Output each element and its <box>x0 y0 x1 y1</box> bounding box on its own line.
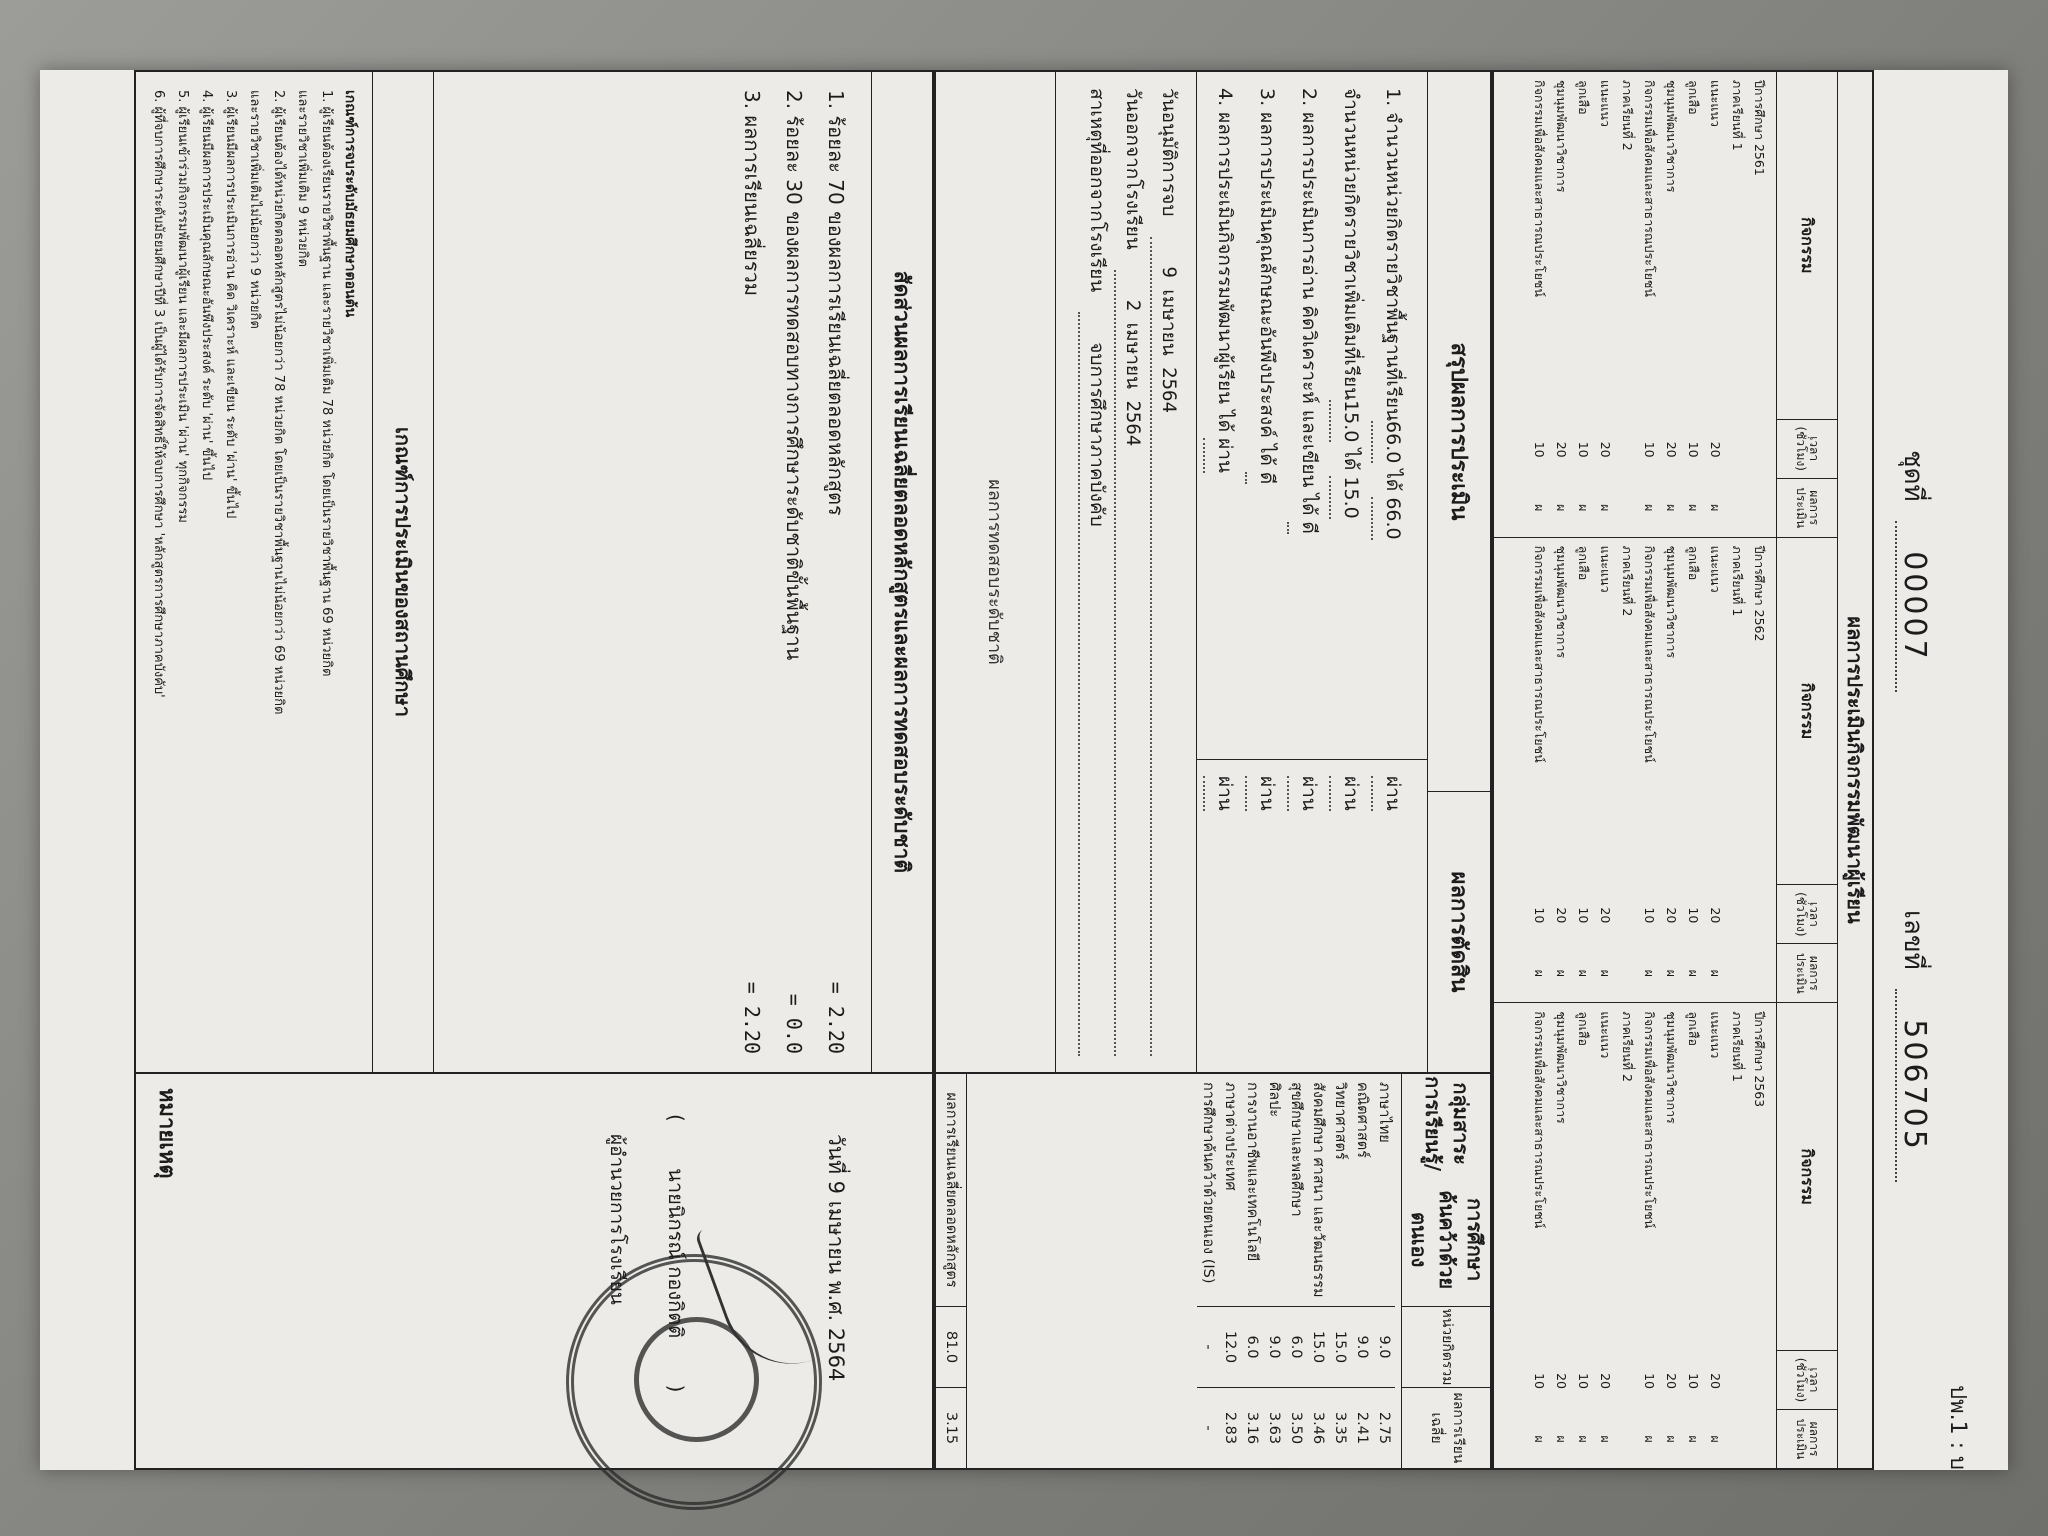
activity-name: กิจกรรมเพื่อสังคมและสาธารณประโยชน์ <box>1642 80 1657 297</box>
form-code: ปพ.1 : บ <box>1945 1385 1970 1470</box>
activity-name: ปีการศึกษา 2562 <box>1752 545 1767 642</box>
activity-result: ผ <box>1642 504 1657 512</box>
activity-row <box>1550 72 1572 537</box>
summary-criteria <box>1197 72 1427 760</box>
activity-row <box>1704 538 1726 1003</box>
serial-value: 506705 <box>1895 989 1932 1182</box>
group-row <box>1329 1074 1351 1468</box>
group-row <box>1241 1074 1263 1468</box>
group-name: วิทยาศาสตร์ <box>1329 1074 1351 1307</box>
activity-time: 10 <box>1642 441 1657 458</box>
activity-result <box>1748 479 1770 537</box>
summary-item-got: ดี <box>1287 522 1329 534</box>
activity-table-body <box>1492 72 1837 1468</box>
result-header: ผลการประเมิน <box>1794 487 1821 529</box>
activity-result: ผ <box>1642 1435 1657 1443</box>
group-units: 6.0 <box>1285 1307 1307 1388</box>
school-criteria-notes <box>136 72 372 1072</box>
activity-result: ผ <box>1598 504 1613 512</box>
activity-row <box>1748 538 1770 1003</box>
activity-time: 10 <box>1532 907 1547 924</box>
reason-label: สาเหตุที่ออกจากโรงเรียน <box>1086 88 1108 293</box>
middle-section <box>934 70 1494 1470</box>
activity-name: ลูกเสือ <box>1686 545 1701 581</box>
activity-name: กิจกรรมเพื่อสังคมและสาธารณประโยชน์ <box>1532 1011 1547 1229</box>
criteria-text: 2. ร้อยละ 30 ของผลการทดสอบทางการศึกษาระดับชาติขั้นพื้นฐาน <box>782 90 806 661</box>
activity-time: 20 <box>1664 1373 1679 1389</box>
signature-panel <box>134 1072 934 1470</box>
activity-result <box>1726 944 1748 1002</box>
summary-item-got-label: ได้ <box>1298 487 1320 522</box>
activity-row <box>1616 538 1638 1003</box>
activity-row <box>1594 1003 1616 1468</box>
groups-title <box>1402 1074 1492 1307</box>
activity-row <box>1528 1003 1550 1468</box>
summary-item-value: 66.0 <box>1371 421 1413 463</box>
activity-row <box>1572 1003 1594 1468</box>
activity-row <box>1550 538 1572 1003</box>
activity-name: ลูกเสือ <box>1576 1011 1591 1046</box>
rotated-document <box>54 30 1994 1510</box>
activity-name: ภาคเรียนที่ 1 <box>1730 1011 1745 1082</box>
criteria-note: 5. ผู้เรียนเข้าร่วมกิจกรรมพัฒนาผู้เรียน และมีผลการประเมิน 'ผ่าน' ทุกกิจกรรม <box>175 90 190 523</box>
time-header: เวลา (ชั่วโมง) <box>1777 420 1837 479</box>
group-units: 9.0 <box>1373 1307 1395 1388</box>
activity-result <box>1748 944 1770 1002</box>
activity-name: กิจกรรมเพื่อสังคมและสาธารณประโยชน์ <box>1532 80 1547 297</box>
activity-time: 10 <box>1642 907 1657 924</box>
activity-result: ผ <box>1686 1435 1701 1443</box>
summary-item <box>1245 88 1287 743</box>
activity-year-column <box>1492 538 1837 1004</box>
activity-time: 10 <box>1576 1373 1591 1389</box>
activity-name: แนะแนว <box>1598 545 1613 593</box>
group-gpa: 2.75 <box>1376 1411 1392 1445</box>
activity-column-header <box>1776 72 1837 537</box>
criteria-line <box>773 90 815 1054</box>
set-number <box>1893 450 1934 692</box>
dates-block <box>1055 72 1196 1072</box>
group-gpa: 3.35 <box>1332 1411 1348 1445</box>
summary-item-got-label: ได้ <box>1256 437 1278 472</box>
summary-item-decision <box>1287 776 1329 1056</box>
activity-name: ภาคเรียนที่ 2 <box>1620 80 1635 151</box>
group-name: สังคมศึกษา ศาสนา และวัฒนธรรม <box>1307 1074 1329 1307</box>
activity-time: 10 <box>1532 1373 1547 1389</box>
group-gpa: 3.50 <box>1288 1411 1304 1445</box>
group-gpa: 3.63 <box>1266 1411 1282 1445</box>
summary-item-decision <box>1371 776 1413 1056</box>
activity-row <box>1616 1003 1638 1468</box>
result-header: ผลการประเมิน <box>1794 952 1821 994</box>
leave-date: 2 เมษายน 2564 <box>1114 270 1150 1056</box>
activity-rows <box>1492 72 1776 537</box>
activity-time: 10 <box>1532 441 1547 458</box>
group-row <box>1219 1074 1241 1468</box>
activity-time: 10 <box>1686 441 1701 458</box>
leave-label: วันออกจากโรงเรียน <box>1122 88 1144 250</box>
approval-date: 9 เมษายน 2564 <box>1150 237 1186 1057</box>
summary-item-decision <box>1203 776 1245 1056</box>
subject-groups-table <box>934 1072 1494 1470</box>
criteria-note: 3. ผู้เรียนมีผลการประเมินการอ่าน คิด วิเคราะห์ และเขียน ระดับ 'ผ่าน' ขึ้นไป <box>223 90 238 519</box>
activity-result: ผ <box>1532 969 1547 977</box>
activity-result: ผ <box>1664 969 1679 977</box>
summary-item-text: 1. จำนวนหน่วยกิตรายวิชาพื้นฐานที่เรียน <box>1382 88 1404 422</box>
activity-name: ภาคเรียนที่ 2 <box>1620 1011 1635 1082</box>
activity-time: 10 <box>1686 1373 1701 1389</box>
activity-time: 10 <box>1686 907 1701 924</box>
groups-title-line2: การศึกษาค้นคว้าด้วยตนเอง <box>1407 1190 1487 1290</box>
activity-name: ลูกเสือ <box>1686 80 1701 115</box>
activity-time <box>1726 421 1748 479</box>
summary-item-text: จำนวนหน่วยกิตรายวิชาเพิ่มเติมที่เรียน <box>1340 88 1362 401</box>
total-gpa: 3.15 <box>943 1411 959 1445</box>
signature-name-line <box>660 1114 692 1392</box>
decision-value: ผ่าน <box>1329 776 1371 811</box>
activity-row <box>1572 538 1594 1003</box>
group-name: การงานอาชีพและเทคโนโลยี <box>1241 1074 1263 1307</box>
activity-name: ภาคเรียนที่ 2 <box>1620 545 1635 617</box>
decision-title: ผลการตัดสิน <box>1446 871 1472 993</box>
serial-label: เลขที่ <box>1898 910 1928 970</box>
activity-time: 20 <box>1664 441 1679 458</box>
group-name: การศึกษาค้นคว้าด้วยตนเอง (IS) <box>1197 1074 1219 1307</box>
summary-item-got-label: ได้ <box>1214 404 1236 439</box>
group-units: 9.0 <box>1263 1307 1285 1388</box>
activity-row <box>1704 1003 1726 1468</box>
activity-row <box>1550 1003 1572 1468</box>
activity-time <box>1616 421 1638 479</box>
criteria-note: 4. ผู้เรียนมีผลการประเมินคุณลักษณะอันพึงประสงค์ ระดับ 'ผ่าน' ขึ้นไป <box>199 90 214 481</box>
activity-row <box>1704 72 1726 537</box>
activity-time: 20 <box>1708 907 1723 924</box>
document-sheet <box>40 70 2008 1470</box>
criteria-note: และรายวิชาเพิ่มเติม 9 หน่วยกิต <box>295 90 310 267</box>
groups-total-row <box>936 1074 967 1468</box>
activity-result: ผ <box>1708 1435 1723 1443</box>
group-row <box>1351 1074 1373 1468</box>
gpa-header: ผลการเรียนเฉลี่ย <box>1428 1392 1466 1464</box>
group-gpa: 3.46 <box>1310 1411 1326 1445</box>
decision-value: ผ่าน <box>1287 776 1329 811</box>
summary-item <box>1203 88 1245 743</box>
group-name: คณิตศาสตร์ <box>1351 1074 1373 1307</box>
criteria-lines <box>434 72 871 1072</box>
activity-row <box>1638 1003 1660 1468</box>
activity-column-header <box>1776 538 1837 1003</box>
criteria-value: = 2.20 <box>740 981 764 1054</box>
activity-name: ภาคเรียนที่ 1 <box>1730 545 1745 617</box>
total-units: 81.0 <box>936 1307 966 1388</box>
activity-row <box>1594 72 1616 537</box>
activity-time: 20 <box>1664 907 1679 924</box>
activity-time: 20 <box>1598 907 1613 924</box>
activity-time <box>1748 1352 1770 1410</box>
set-value: 00007 <box>1895 521 1932 691</box>
activity-header: กิจกรรม <box>1777 72 1837 420</box>
groups-header <box>1401 1074 1492 1468</box>
criteria-note: และรายวิชาเพิ่มเติมไม่น้อยกว่า 9 หน่วยกิต <box>247 90 262 329</box>
summary-panel <box>934 70 1494 1072</box>
criteria-line <box>815 90 857 1054</box>
activity-result: ผ <box>1532 504 1547 512</box>
activity-name: ลูกเสือ <box>1576 80 1591 115</box>
activity-result: ผ <box>1642 969 1657 977</box>
activity-time: 10 <box>1576 907 1591 924</box>
group-units: 15.0 <box>1307 1307 1329 1388</box>
criteria-note: 2. ผู้เรียนต้องได้หน่วยกิตตลอดหลักสูตรไม่น้อยกว่า 78 หน่วยกิต โดยเป็นรายวิชาพื้นฐานไม่น้อยกว่า 69 หน่วยกิต <box>271 90 286 715</box>
activity-result: ผ <box>1664 504 1679 512</box>
summary-item-decision <box>1329 776 1371 1056</box>
criteria-value: = 2.20 <box>824 981 848 1054</box>
activity-time: 20 <box>1708 1373 1723 1389</box>
activity-name: กิจกรรมเพื่อสังคมและสาธารณประโยชน์ <box>1642 1011 1657 1229</box>
activity-name: แนะแนว <box>1708 545 1723 593</box>
reason-line <box>1078 88 1114 1056</box>
activity-name: แนะแนว <box>1708 80 1723 127</box>
activity-name: ชุมนุมพัฒนาวิชาการ <box>1554 80 1569 193</box>
result-header: ผลการประเมิน <box>1794 1418 1821 1460</box>
leave-line <box>1114 88 1150 1056</box>
activity-time: 20 <box>1554 907 1569 924</box>
national-test-label: ผลการทดสอบระดับชาติ <box>984 479 1005 665</box>
activity-row <box>1726 1003 1748 1468</box>
activity-result <box>1748 1410 1770 1468</box>
summary-title: สรุปผลการประเมิน <box>1428 72 1492 792</box>
signer-title: ผู้อำนวยการโรงเรียน <box>606 1134 628 1305</box>
activity-table <box>1490 70 1874 1470</box>
activity-year-column <box>1492 72 1837 538</box>
group-name: สุขศึกษาและพลศึกษา <box>1285 1074 1307 1307</box>
group-name: ศิลปะ <box>1263 1074 1285 1307</box>
activity-result <box>1616 1410 1638 1468</box>
activity-result <box>1726 479 1748 537</box>
activity-row <box>1638 538 1660 1003</box>
summary-item-got: 15.0 <box>1329 476 1371 518</box>
notes-header: เกณฑ์การจบระดับมัธยมศึกษาตอนต้น <box>342 90 358 318</box>
bottom-section <box>134 70 934 1470</box>
activity-time: 10 <box>1642 1373 1657 1389</box>
activity-rows <box>1492 538 1776 1003</box>
activity-result <box>1616 479 1638 537</box>
criteria-panel <box>134 70 934 1072</box>
activity-name: ปีการศึกษา 2563 <box>1752 1011 1767 1108</box>
activity-result: ผ <box>1554 969 1569 977</box>
signer-name: นายนิกรณ์ กองกิตติ <box>664 1168 688 1339</box>
activity-row <box>1572 72 1594 537</box>
group-gpa: 2.83 <box>1222 1411 1238 1445</box>
activity-result: ผ <box>1686 504 1701 512</box>
activity-time: 20 <box>1598 1373 1613 1389</box>
activity-name: ชุมนุมพัฒนาวิชาการ <box>1664 545 1679 659</box>
activity-header: กิจกรรม <box>1777 538 1837 886</box>
close-paren: ) <box>664 1384 688 1393</box>
activity-result: ผ <box>1532 1435 1547 1443</box>
activity-row <box>1748 72 1770 537</box>
activity-result: ผ <box>1598 1435 1613 1443</box>
signature-date: วันที่ 9 เมษายน พ.ศ. 2564 <box>824 1134 848 1382</box>
total-label: ผลการเรียนเฉลี่ยตลอดหลักสูตร <box>936 1074 966 1307</box>
group-row <box>1263 1074 1285 1468</box>
activity-result: ผ <box>1576 969 1591 977</box>
decision-value: ผ่าน <box>1371 776 1413 811</box>
summary-item-decision <box>1245 776 1287 1056</box>
activity-time: 20 <box>1708 441 1723 458</box>
summary-item-value: 15.0 <box>1329 400 1371 442</box>
activity-result: ผ <box>1708 969 1723 977</box>
time-header: เวลา (ชั่วโมง) <box>1777 885 1837 944</box>
summary-item-got-label: ได้ <box>1340 442 1362 477</box>
approval-label: วันอนุมัติการจบ <box>1158 88 1180 217</box>
activity-result: ผ <box>1664 1435 1679 1443</box>
document-header <box>1884 90 1934 1450</box>
activity-result: ผ <box>1576 1435 1591 1443</box>
activity-time: 20 <box>1554 1373 1569 1389</box>
group-name: ภาษาต่างประเทศ <box>1219 1074 1241 1307</box>
group-units: 6.0 <box>1241 1307 1263 1388</box>
criteria-note: 1. ผู้เรียนต้องเรียนรายวิชาพื้นฐาน และรายวิชาเพิ่มเติม 78 หน่วยกิต โดยเป็นรายวิชาพื้นฐาน 69 หน่วยกิต <box>319 90 334 677</box>
summary-item-got: ผ่าน <box>1203 438 1245 473</box>
activity-result: ผ <box>1686 969 1701 977</box>
serial-number <box>1893 910 1934 1182</box>
activity-name: ชุมนุมพัฒนาวิชาการ <box>1554 1011 1569 1124</box>
activity-row <box>1660 538 1682 1003</box>
group-gpa: - <box>1200 1425 1216 1431</box>
group-row <box>1197 1074 1219 1468</box>
activity-name: แนะแนว <box>1708 1011 1723 1059</box>
activity-row <box>1528 72 1550 537</box>
activity-row <box>1660 1003 1682 1468</box>
activity-name: ชุมนุมพัฒนาวิชาการ <box>1554 545 1569 659</box>
summary-item-got: 66.0 <box>1371 497 1413 539</box>
activity-row <box>1594 538 1616 1003</box>
activity-row <box>1638 72 1660 537</box>
group-units: - <box>1197 1307 1219 1388</box>
decision-value: ผ่าน <box>1203 776 1245 811</box>
activity-result: ผ <box>1598 969 1613 977</box>
activity-name: ภาคเรียนที่ 1 <box>1730 80 1745 151</box>
time-header: เวลา (ชั่วโมง) <box>1777 1351 1837 1410</box>
approval-line <box>1150 88 1186 1056</box>
summary-item-got: ดี <box>1245 472 1287 484</box>
summary-item-got-label: ได้ <box>1382 463 1404 498</box>
activity-column-header <box>1776 1003 1837 1468</box>
activity-result: ผ <box>1554 504 1569 512</box>
group-row <box>1373 1074 1395 1468</box>
remark-label: หมายเหตุ <box>154 1088 179 1179</box>
activity-time <box>1726 886 1748 944</box>
activity-year-column <box>1492 1003 1837 1468</box>
activity-name: ชุมนุมพัฒนาวิชาการ <box>1664 1011 1679 1124</box>
activity-result: ผ <box>1554 1435 1569 1443</box>
activity-time: 20 <box>1554 441 1569 458</box>
activity-name: ชุมนุมพัฒนาวิชาการ <box>1664 80 1679 193</box>
activity-result <box>1616 944 1638 1002</box>
summary-item <box>1329 88 1371 743</box>
activity-row <box>1616 72 1638 537</box>
activity-result: ผ <box>1576 504 1591 512</box>
activity-time <box>1748 886 1770 944</box>
school-criteria-title: เกณฑ์การประเมินของสถานศึกษา <box>372 72 434 1072</box>
group-name: ภาษาไทย <box>1373 1074 1395 1307</box>
summary-header <box>1427 72 1492 1072</box>
criteria-value: = 0.0 <box>782 993 806 1054</box>
activity-name: ลูกเสือ <box>1686 1011 1701 1046</box>
activity-name: ลูกเสือ <box>1576 545 1591 581</box>
activity-time <box>1616 1352 1638 1410</box>
criteria-title: สัดส่วนผลการเรียนเฉลี่ยตลอดหลักสูตรและผลการทดสอบระดับชาติ <box>871 72 932 1072</box>
activity-row <box>1660 72 1682 537</box>
criteria-note: 6. ผู้ที่จบการศึกษาระดับมัธยมศึกษาปีที่ 3 เป็นผู้ได้รับการจัดสิทธิ์ให้จบการศึกษา 'หลักสูตรการศึกษาภาคบังคับ' <box>151 90 166 698</box>
activity-row <box>1726 538 1748 1003</box>
criteria-line <box>731 90 773 1054</box>
reason-value: จบการศึกษาภาคบังคับ <box>1078 312 1114 1056</box>
activity-row <box>1682 538 1704 1003</box>
set-label: ชุดที่ <box>1898 450 1928 502</box>
activity-time: 20 <box>1598 441 1613 458</box>
activity-name: แนะแนว <box>1598 1011 1613 1059</box>
summary-item-text: 3. ผลการประเมินคุณลักษณะอันพึงประสงค์ <box>1256 88 1278 438</box>
summary-decisions <box>1197 760 1427 1072</box>
group-row <box>1307 1074 1329 1468</box>
units-header: หน่วยกิตรวม <box>1402 1307 1492 1388</box>
summary-item-text: 2. ผลการประเมินการอ่าน คิดวิเคราะห์ และเขียน <box>1298 88 1320 488</box>
group-gpa: 2.41 <box>1354 1411 1370 1445</box>
group-units: 15.0 <box>1329 1307 1351 1388</box>
group-row <box>1285 1074 1307 1468</box>
activity-result <box>1726 1410 1748 1468</box>
activity-result: ผ <box>1708 504 1723 512</box>
activity-row <box>1682 72 1704 537</box>
activity-time: 10 <box>1576 441 1591 458</box>
summary-item <box>1287 88 1329 743</box>
activity-time <box>1616 886 1638 944</box>
groups-rows <box>967 1074 1401 1468</box>
activity-header: กิจกรรม <box>1777 1003 1837 1351</box>
groups-title-line1: กลุ่มสาระการเรียนรู้/ <box>1421 1076 1473 1172</box>
group-units: 9.0 <box>1351 1307 1373 1388</box>
activity-time <box>1748 421 1770 479</box>
open-paren: ( <box>664 1114 688 1122</box>
decision-value: ผ่าน <box>1245 776 1287 811</box>
activity-name: แนะแนว <box>1598 80 1613 127</box>
criteria-text: 1. ร้อยละ 70 ของผลการเรียนเฉลี่ยตลอดหลักสูตร <box>824 90 848 516</box>
activity-name: กิจกรรมเพื่อสังคมและสาธารณประโยชน์ <box>1532 545 1547 763</box>
activity-name: กิจกรรมเพื่อสังคมและสาธารณประโยชน์ <box>1642 545 1657 763</box>
activity-table-title: ผลการประเมินกิจกรรมพัฒนาผู้เรียน <box>1837 72 1872 1468</box>
activity-name: ปีการศึกษา 2561 <box>1752 80 1767 176</box>
criteria-text: 3. ผลการเรียนเฉลี่ยรวม <box>740 90 764 297</box>
summary-item-text: 4. ผลการประเมินกิจกรรมพัฒนาผู้เรียน <box>1214 88 1236 405</box>
activity-row <box>1748 1003 1770 1468</box>
activity-rows <box>1492 1003 1776 1468</box>
activity-row <box>1726 72 1748 537</box>
activity-row <box>1528 538 1550 1003</box>
activity-row <box>1682 1003 1704 1468</box>
group-units: 12.0 <box>1219 1307 1241 1388</box>
summary-items <box>1196 72 1427 1072</box>
group-gpa: 3.16 <box>1244 1411 1260 1445</box>
summary-item <box>1371 88 1413 743</box>
activity-time <box>1726 1352 1748 1410</box>
